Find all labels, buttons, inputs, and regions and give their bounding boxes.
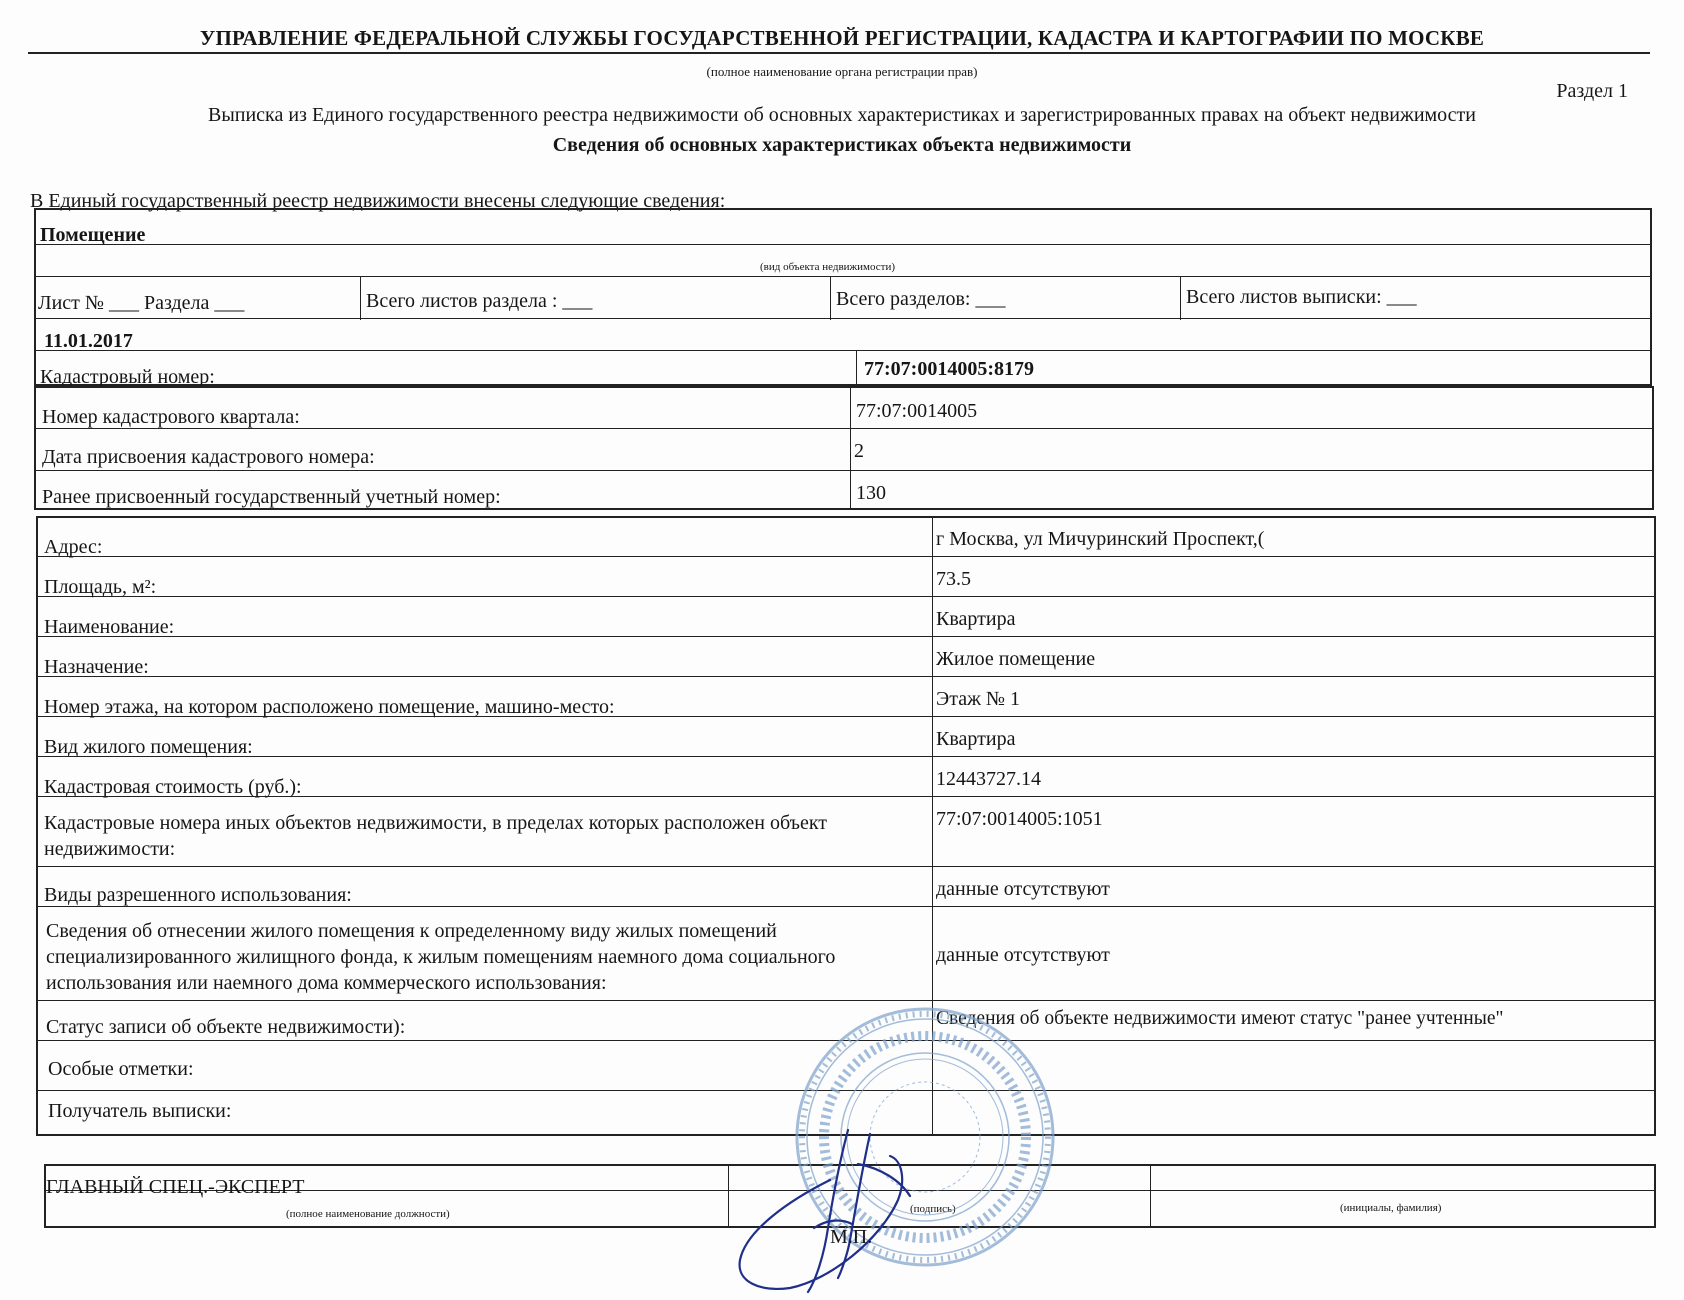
divider <box>830 276 831 320</box>
row-value: Квартира <box>936 728 1016 750</box>
intro-text: В Единый государственный реестр недвижимости внесены следующие сведения: <box>30 190 726 212</box>
divider <box>36 636 1656 637</box>
divider <box>728 1164 729 1228</box>
divider <box>36 866 1656 867</box>
row-value: 73.5 <box>936 568 971 590</box>
signature-caption: (подпись) <box>910 1203 956 1215</box>
divider <box>34 244 1652 245</box>
position-caption: (полное наименование должности) <box>286 1208 450 1220</box>
seal-placeholder-mark: М.П. <box>830 1226 873 1248</box>
document-subtitle: Сведения об основных характеристиках объекта недвижимости <box>552 134 1132 156</box>
divider <box>34 318 1652 319</box>
cadastral-number-label: Кадастровый номер: <box>40 366 215 388</box>
divider <box>850 386 851 510</box>
sheet-number: Лист № ___ Раздела ___ <box>38 292 245 314</box>
row-label: Сведения об отнесении жилого помещения к определенному виду жилых помещений специализированного жилищного фонда, к жилым помещениям наемного дома социального использования или наемного дома коммерческого использования: <box>46 920 836 994</box>
row-label: Номер кадастрового квартала: <box>42 406 300 428</box>
row-label: Особые отметки: <box>48 1058 194 1080</box>
divider <box>36 556 1656 557</box>
org-name-caption: (полное наименование органа регистрации прав) <box>706 64 978 79</box>
row-label: Виды разрешенного использования: <box>44 884 352 906</box>
row-value: данные отсутствуют <box>936 878 1110 900</box>
row-label: Площадь, м²: <box>44 576 157 598</box>
divider <box>360 276 361 320</box>
row-label: Ранее присвоенный государственный учетный номер: <box>42 486 501 508</box>
divider <box>34 350 1652 351</box>
row-label: Номер этажа, на котором расположено помещение, машино-место: <box>44 696 615 718</box>
row-value: 77:07:0014005 <box>856 400 978 422</box>
row-value: Сведения об объекте недвижимости имеют статус "ранее учтенные" <box>936 1008 1504 1029</box>
row-value: Этаж № 1 <box>936 688 1020 710</box>
name-caption: (инициалы, фамилия) <box>1340 1202 1442 1214</box>
org-name-underline <box>28 52 1650 54</box>
divider <box>1150 1164 1151 1228</box>
total-sections: Всего разделов: ___ <box>836 288 1006 310</box>
cadastral-number-value: 77:07:0014005:8179 <box>864 358 1034 380</box>
divider <box>36 1000 1656 1001</box>
divider <box>36 756 1656 757</box>
row-value: 12443727.14 <box>936 768 1041 790</box>
divider <box>36 596 1656 597</box>
row-value: данные отсутствуют <box>936 944 1110 966</box>
divider <box>34 470 1654 471</box>
row-value: Квартира <box>936 608 1016 630</box>
divider <box>36 676 1656 677</box>
divider <box>856 350 857 386</box>
row-label: Статус записи об объекте недвижимости): <box>46 1016 406 1038</box>
row-value: Жилое помещение <box>936 648 1096 670</box>
org-name: УПРАВЛЕНИЕ ФЕДЕРАЛЬНОЙ СЛУЖБЫ ГОСУДАРСТВЕННОЙ РЕГИСТРАЦИИ, КАДАСТРА И КАРТОГРАФИИ ПО МОСКВЕ <box>199 26 1485 50</box>
row-label: Назначение: <box>44 656 149 678</box>
row-label: Дата присвоения кадастрового номера: <box>42 446 375 468</box>
official-position: ГЛАВНЫЙ СПЕЦ.-ЭКСПЕРТ <box>46 1176 305 1198</box>
row-label: Кадастровая стоимость (руб.): <box>44 776 302 798</box>
row-label: Получатель выписки: <box>48 1100 232 1122</box>
extract-date: 11.01.2017 <box>44 330 133 352</box>
row-value: 130 <box>856 482 886 504</box>
row-label: Наименование: <box>44 616 175 638</box>
row-value: г Москва, ул Мичуринский Проспект,( <box>936 528 1265 550</box>
section-sheets: Всего листов раздела : ___ <box>366 290 593 312</box>
row-label: Кадастровые номера иных объектов недвижимости, в пределах которых расположен объект недвижимости: <box>44 812 828 860</box>
document-title: Выписка из Единого государственного реестра недвижимости об основных характеристиках и зарегистрированных правах на объект недвижимости <box>207 104 1476 126</box>
divider <box>34 276 1652 277</box>
total-sheets: Всего листов выписки: ___ <box>1186 286 1417 308</box>
row-value: 77:07:0014005:1051 <box>936 808 1103 830</box>
signoff-dash: _____ <box>50 1146 100 1168</box>
object-type: Помещение <box>40 224 146 246</box>
object-type-caption: (вид объекта недвижимости) <box>760 261 896 273</box>
row-label: Вид жилого помещения: <box>44 736 253 758</box>
handwritten-signature <box>730 1120 970 1300</box>
section-label: Раздел 1 <box>1556 80 1628 102</box>
divider <box>1180 276 1181 320</box>
row-value: 2 <box>854 440 864 462</box>
row-label: Адрес: <box>44 536 103 558</box>
